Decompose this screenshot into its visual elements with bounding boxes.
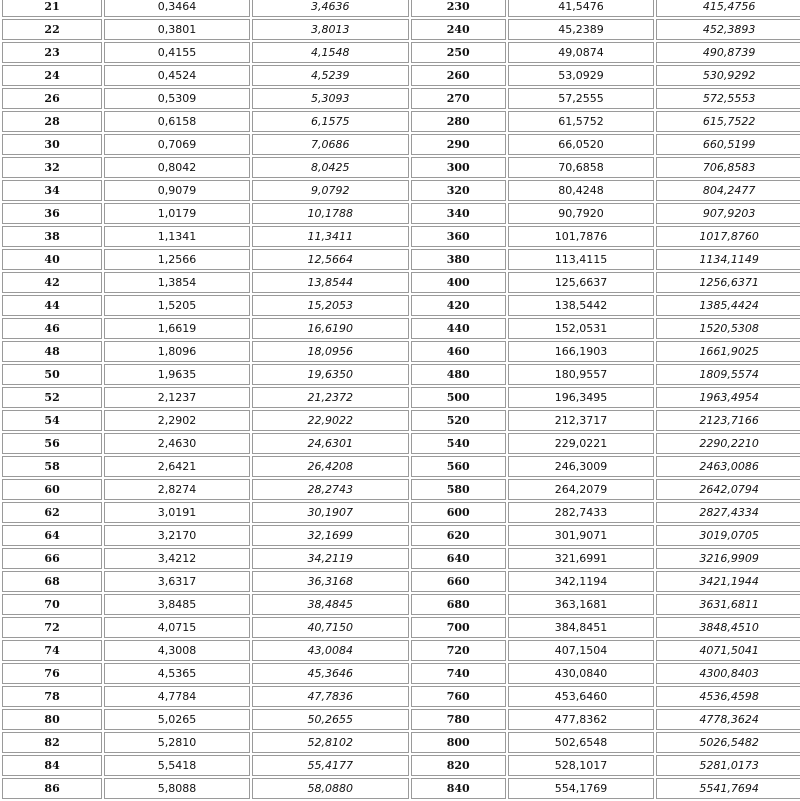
table-cell-value-b: 2,6421: [104, 456, 250, 477]
table-cell-value-d: 640: [411, 548, 506, 569]
table-cell-value-c: 9,0792: [252, 180, 409, 201]
table-cell-value-e: 264,2079: [508, 479, 655, 500]
table-cell-value-b: 4,3008: [104, 640, 250, 661]
table-cell-value-c: 10,1788: [252, 203, 409, 224]
table-cell-value-e: 138,5442: [508, 295, 655, 316]
table-cell-value-a: 52: [2, 387, 102, 408]
table-cell-value-a: 82: [2, 732, 102, 753]
table-cell-value-a: 54: [2, 410, 102, 431]
table-cell-value-a: 36: [2, 203, 102, 224]
table-cell-value-e: 125,6637: [508, 272, 655, 293]
table-cell-value-e: 66,0520: [508, 134, 655, 155]
table-cell-value-c: 30,1907: [252, 502, 409, 523]
table-cell-value-b: 1,0179: [104, 203, 250, 224]
table-cell-value-b: 1,3854: [104, 272, 250, 293]
table-cell-value-f: 1256,6371: [656, 272, 800, 293]
table-cell-value-f: 660,5199: [656, 134, 800, 155]
table-row: [2, 65, 800, 86]
table-cell-value-b: 1,6619: [104, 318, 250, 339]
table-row: [2, 410, 800, 431]
table-cell-value-c: 28,2743: [252, 479, 409, 500]
table-cell-value-f: 3216,9909: [656, 548, 800, 569]
table-cell-value-a: 46: [2, 318, 102, 339]
table-cell-value-d: 580: [411, 479, 506, 500]
table-cell-value-a: 60: [2, 479, 102, 500]
table-cell-value-c: 16,6190: [252, 318, 409, 339]
table-cell-value-d: 760: [411, 686, 506, 707]
table-cell-value-c: 36,3168: [252, 571, 409, 592]
table-cell-value-e: 246,3009: [508, 456, 655, 477]
table-cell-value-e: 282,7433: [508, 502, 655, 523]
table-row: [2, 709, 800, 730]
table-cell-value-e: 342,1194: [508, 571, 655, 592]
table-cell-value-b: 5,8088: [104, 778, 250, 799]
table-cell-value-f: 572,5553: [656, 88, 800, 109]
table-cell-value-b: 4,7784: [104, 686, 250, 707]
table-cell-value-d: 820: [411, 755, 506, 776]
table-cell-value-d: 240: [411, 19, 506, 40]
table-cell-value-f: 4300,8403: [656, 663, 800, 684]
table-cell-value-a: 48: [2, 341, 102, 362]
table-cell-value-a: 86: [2, 778, 102, 799]
table-cell-value-e: 61,5752: [508, 111, 655, 132]
table-row: [2, 594, 800, 615]
table-cell-value-d: 680: [411, 594, 506, 615]
table-cell-value-b: 0,3464: [104, 0, 250, 17]
table-row: [2, 755, 800, 776]
table-cell-value-b: 1,8096: [104, 341, 250, 362]
table-cell-value-a: 56: [2, 433, 102, 454]
table-cell-value-d: 520: [411, 410, 506, 431]
table-cell-value-c: 15,2053: [252, 295, 409, 316]
table-cell-value-f: 2290,2210: [656, 433, 800, 454]
table-cell-value-d: 460: [411, 341, 506, 362]
table-cell-value-a: 76: [2, 663, 102, 684]
table-cell-value-e: 301,9071: [508, 525, 655, 546]
table-cell-value-c: 4,1548: [252, 42, 409, 63]
table-cell-value-e: 321,6991: [508, 548, 655, 569]
table-cell-value-c: 45,3646: [252, 663, 409, 684]
table-cell-value-c: 21,2372: [252, 387, 409, 408]
table-cell-value-f: 1963,4954: [656, 387, 800, 408]
table-cell-value-f: 3848,4510: [656, 617, 800, 638]
table-cell-value-b: 0,3801: [104, 19, 250, 40]
table-cell-value-c: 24,6301: [252, 433, 409, 454]
table-cell-value-e: 528,1017: [508, 755, 655, 776]
table-cell-value-d: 560: [411, 456, 506, 477]
table-cell-value-f: 3421,1944: [656, 571, 800, 592]
table-cell-value-e: 502,6548: [508, 732, 655, 753]
table-row: [2, 157, 800, 178]
table-cell-value-c: 38,4845: [252, 594, 409, 615]
table-cell-value-c: 12,5664: [252, 249, 409, 270]
table-cell-value-c: 19,6350: [252, 364, 409, 385]
table-row: [2, 548, 800, 569]
table-cell-value-a: 72: [2, 617, 102, 638]
table-cell-value-f: 3631,6811: [656, 594, 800, 615]
table-row: [2, 479, 800, 500]
table-row: [2, 433, 800, 454]
table-cell-value-b: 5,5418: [104, 755, 250, 776]
table-cell-value-b: 2,8274: [104, 479, 250, 500]
table-cell-value-b: 2,1237: [104, 387, 250, 408]
table-cell-value-c: 52,8102: [252, 732, 409, 753]
table-cell-value-a: 38: [2, 226, 102, 247]
table-cell-value-b: 1,5205: [104, 295, 250, 316]
table-cell-value-f: 452,3893: [656, 19, 800, 40]
table-cell-value-d: 780: [411, 709, 506, 730]
table-row: [2, 364, 800, 385]
table-cell-value-d: 600: [411, 502, 506, 523]
table-cell-value-b: 0,5309: [104, 88, 250, 109]
table-cell-value-e: 554,1769: [508, 778, 655, 799]
table-cell-value-f: 1385,4424: [656, 295, 800, 316]
table-cell-value-c: 3,4636: [252, 0, 409, 17]
table-cell-value-e: 212,3717: [508, 410, 655, 431]
table-cell-value-f: 490,8739: [656, 42, 800, 63]
table-cell-value-f: 4536,4598: [656, 686, 800, 707]
table-cell-value-e: 49,0874: [508, 42, 655, 63]
table-row: [2, 180, 800, 201]
table-cell-value-a: 34: [2, 180, 102, 201]
table-cell-value-d: 270: [411, 88, 506, 109]
table-cell-value-a: 40: [2, 249, 102, 270]
table-cell-value-a: 26: [2, 88, 102, 109]
table-cell-value-f: 4778,3624: [656, 709, 800, 730]
table-row: [2, 88, 800, 109]
table-cell-value-f: 615,7522: [656, 111, 800, 132]
table-cell-value-a: 21: [2, 0, 102, 17]
table-cell-value-a: 58: [2, 456, 102, 477]
table-cell-value-e: 101,7876: [508, 226, 655, 247]
table-cell-value-c: 18,0956: [252, 341, 409, 362]
table-cell-value-f: 5281,0173: [656, 755, 800, 776]
table-cell-value-d: 700: [411, 617, 506, 638]
table-row: [2, 456, 800, 477]
table-cell-value-a: 70: [2, 594, 102, 615]
table-cell-value-c: 22,9022: [252, 410, 409, 431]
table-cell-value-b: 0,7069: [104, 134, 250, 155]
table-cell-value-a: 28: [2, 111, 102, 132]
table-cell-value-c: 40,7150: [252, 617, 409, 638]
table-cell-value-a: 22: [2, 19, 102, 40]
table-cell-value-d: 800: [411, 732, 506, 753]
table-cell-value-d: 360: [411, 226, 506, 247]
table-cell-value-a: 32: [2, 157, 102, 178]
table-cell-value-d: 260: [411, 65, 506, 86]
table-cell-value-c: 43,0084: [252, 640, 409, 661]
table-cell-value-d: 280: [411, 111, 506, 132]
table-cell-value-e: 53,0929: [508, 65, 655, 86]
table-cell-value-b: 5,0265: [104, 709, 250, 730]
table-cell-value-e: 477,8362: [508, 709, 655, 730]
table-cell-value-f: 2827,4334: [656, 502, 800, 523]
table-row: [2, 134, 800, 155]
table-cell-value-e: 80,4248: [508, 180, 655, 201]
table-cell-value-f: 1661,9025: [656, 341, 800, 362]
table-cell-value-e: 45,2389: [508, 19, 655, 40]
table-cell-value-d: 620: [411, 525, 506, 546]
table-cell-value-b: 0,4524: [104, 65, 250, 86]
table-cell-value-e: 453,6460: [508, 686, 655, 707]
table-cell-value-d: 720: [411, 640, 506, 661]
table-cell-value-f: 2463,0086: [656, 456, 800, 477]
table-cell-value-a: 62: [2, 502, 102, 523]
table-cell-value-d: 840: [411, 778, 506, 799]
table-cell-value-d: 540: [411, 433, 506, 454]
table-cell-value-f: 1520,5308: [656, 318, 800, 339]
table-cell-value-e: 180,9557: [508, 364, 655, 385]
table-cell-value-b: 0,6158: [104, 111, 250, 132]
table-cell-value-d: 250: [411, 42, 506, 63]
table-cell-value-e: 113,4115: [508, 249, 655, 270]
table-cell-value-f: 1017,8760: [656, 226, 800, 247]
table-cell-value-b: 4,0715: [104, 617, 250, 638]
table-cell-value-b: 4,5365: [104, 663, 250, 684]
table-cell-value-f: 907,9203: [656, 203, 800, 224]
table-cell-value-e: 166,1903: [508, 341, 655, 362]
table-cell-value-d: 230: [411, 0, 506, 17]
table-cell-value-d: 340: [411, 203, 506, 224]
table-cell-value-c: 34,2119: [252, 548, 409, 569]
table-cell-value-b: 0,9079: [104, 180, 250, 201]
table-cell-value-c: 7,0686: [252, 134, 409, 155]
table-cell-value-f: 1134,1149: [656, 249, 800, 270]
table-cell-value-a: 50: [2, 364, 102, 385]
table-cell-value-a: 74: [2, 640, 102, 661]
table-row: [2, 19, 800, 40]
table-cell-value-b: 3,0191: [104, 502, 250, 523]
table-cell-value-d: 420: [411, 295, 506, 316]
table-cell-value-d: 320: [411, 180, 506, 201]
table-cell-value-b: 1,2566: [104, 249, 250, 270]
table-cell-value-a: 30: [2, 134, 102, 155]
table-cell-value-c: 11,3411: [252, 226, 409, 247]
table-cell-value-a: 68: [2, 571, 102, 592]
table-cell-value-b: 0,8042: [104, 157, 250, 178]
table-cell-value-b: 3,6317: [104, 571, 250, 592]
table-cell-value-e: 196,3495: [508, 387, 655, 408]
table-cell-value-c: 55,4177: [252, 755, 409, 776]
table-cell-value-f: 530,9292: [656, 65, 800, 86]
table-row: [2, 686, 800, 707]
table-cell-value-c: 58,0880: [252, 778, 409, 799]
table-row: [2, 525, 800, 546]
table-cell-value-d: 740: [411, 663, 506, 684]
table-row: [2, 732, 800, 753]
table-cell-value-c: 5,3093: [252, 88, 409, 109]
table-cell-value-d: 400: [411, 272, 506, 293]
table-row: [2, 341, 800, 362]
table-cell-value-f: 2123,7166: [656, 410, 800, 431]
table-cell-value-f: 3019,0705: [656, 525, 800, 546]
table-row: [2, 0, 800, 17]
table-cell-value-a: 64: [2, 525, 102, 546]
table-row: [2, 226, 800, 247]
table-cell-value-f: 804,2477: [656, 180, 800, 201]
table-cell-value-b: 3,8485: [104, 594, 250, 615]
table-cell-value-c: 32,1699: [252, 525, 409, 546]
table-cell-value-a: 84: [2, 755, 102, 776]
table-cell-value-f: 706,8583: [656, 157, 800, 178]
table-cell-value-a: 23: [2, 42, 102, 63]
table-cell-value-c: 50,2655: [252, 709, 409, 730]
table-cell-value-a: 42: [2, 272, 102, 293]
table-cell-value-b: 3,2170: [104, 525, 250, 546]
table-cell-value-f: 5026,5482: [656, 732, 800, 753]
table-cell-value-a: 66: [2, 548, 102, 569]
table-cell-value-e: 70,6858: [508, 157, 655, 178]
table-cell-value-d: 300: [411, 157, 506, 178]
table-cell-value-b: 1,9635: [104, 364, 250, 385]
table-cell-value-b: 0,4155: [104, 42, 250, 63]
table-cell-value-e: 430,0840: [508, 663, 655, 684]
table-cell-value-f: 1809,5574: [656, 364, 800, 385]
table-cell-value-d: 290: [411, 134, 506, 155]
table-row: [2, 111, 800, 132]
table-row: [2, 295, 800, 316]
table-cell-value-c: 8,0425: [252, 157, 409, 178]
table-cell-value-e: 152,0531: [508, 318, 655, 339]
table-cell-value-b: 1,1341: [104, 226, 250, 247]
table-cell-value-b: 3,4212: [104, 548, 250, 569]
table-cell-value-c: 47,7836: [252, 686, 409, 707]
table-cell-value-b: 5,2810: [104, 732, 250, 753]
table-cell-value-f: 4071,5041: [656, 640, 800, 661]
table-row: [2, 249, 800, 270]
table-cell-value-d: 500: [411, 387, 506, 408]
table-cell-value-c: 13,8544: [252, 272, 409, 293]
table-row: [2, 203, 800, 224]
table-cell-value-e: 384,8451: [508, 617, 655, 638]
table-cell-value-f: 415,4756: [656, 0, 800, 17]
table-cell-value-b: 2,2902: [104, 410, 250, 431]
table-row: [2, 42, 800, 63]
table-cell-value-e: 229,0221: [508, 433, 655, 454]
table-cell-value-c: 4,5239: [252, 65, 409, 86]
table-row: [2, 318, 800, 339]
table-cell-value-c: 3,8013: [252, 19, 409, 40]
data-table-body: [2, 0, 800, 799]
table-cell-value-e: 90,7920: [508, 203, 655, 224]
table-row: [2, 571, 800, 592]
table-cell-value-f: 5541,7694: [656, 778, 800, 799]
table-row: [2, 272, 800, 293]
table-cell-value-e: 41,5476: [508, 0, 655, 17]
table-cell-value-d: 440: [411, 318, 506, 339]
table-cell-value-e: 363,1681: [508, 594, 655, 615]
table-row: [2, 663, 800, 684]
table-row: [2, 387, 800, 408]
table-cell-value-d: 480: [411, 364, 506, 385]
table-cell-value-e: 57,2555: [508, 88, 655, 109]
table-cell-value-a: 44: [2, 295, 102, 316]
table-cell-value-d: 380: [411, 249, 506, 270]
table-row: [2, 640, 800, 661]
table-cell-value-d: 660: [411, 571, 506, 592]
table-cell-value-a: 24: [2, 65, 102, 86]
table-cell-value-c: 6,1575: [252, 111, 409, 132]
table-cell-value-f: 2642,0794: [656, 479, 800, 500]
table-cell-value-a: 80: [2, 709, 102, 730]
table-row: [2, 617, 800, 638]
table-row: [2, 778, 800, 799]
table-cell-value-e: 407,1504: [508, 640, 655, 661]
table-cell-value-b: 2,4630: [104, 433, 250, 454]
table-row: [2, 502, 800, 523]
table-cell-value-c: 26,4208: [252, 456, 409, 477]
table-cell-value-a: 78: [2, 686, 102, 707]
